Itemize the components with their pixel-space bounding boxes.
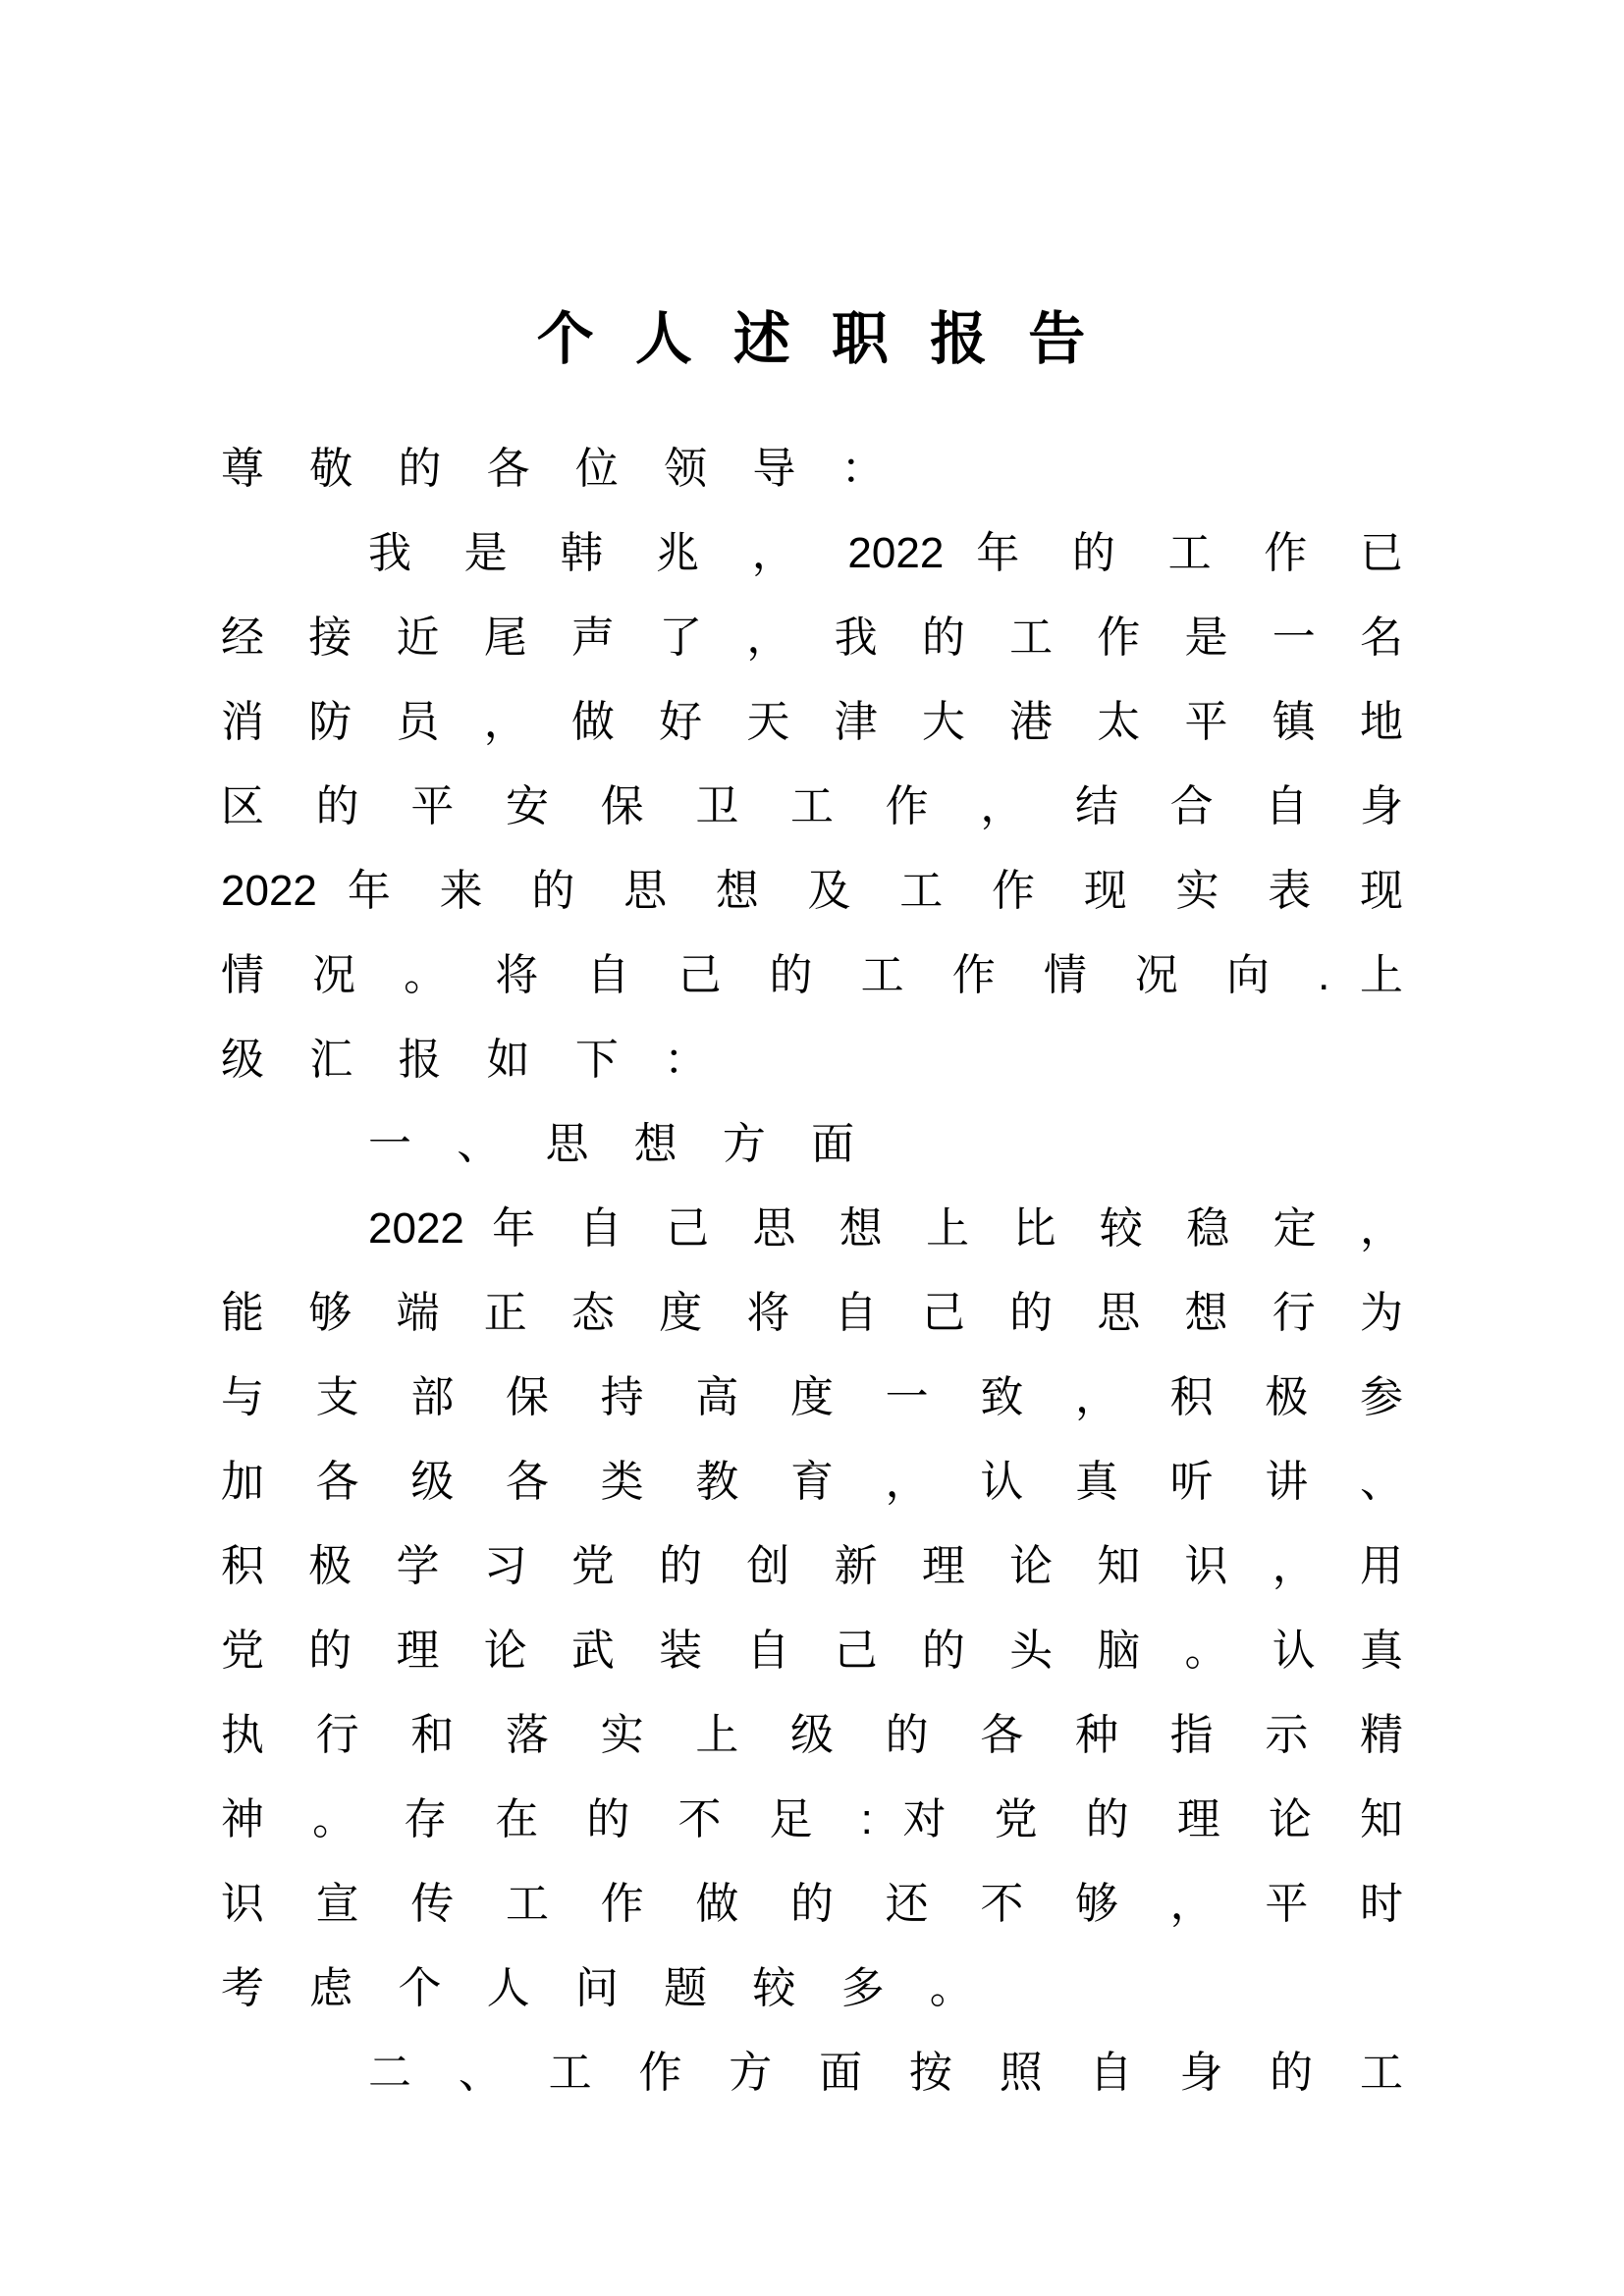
text-line: 区 的 平 安 保 卫 工 作 ， 结 合 自 身 [221, 781, 1403, 830]
text-line: 加 各 级 各 类 教 育 ， 认 真 听 讲 、 [221, 1457, 1403, 1506]
text-line: 积 极 学 习 党 的 创 新 理 论 知 识 ， 用 [221, 1541, 1403, 1590]
text-line: 经 接 近 尾 声 了 ， 我 的 工 作 是 一 名 [221, 613, 1403, 662]
text-line: 2022 年 自 己 思 想 上 比 较 稳 定 ， [368, 1203, 1403, 1253]
text-line: 能 够 端 正 态 度 将 自 己 的 思 想 行 为 [221, 1288, 1403, 1337]
text-line: 我 是 韩 兆 ， 2022 年 的 工 作 已 [368, 528, 1403, 577]
text-line: 识 宣 传 工 作 做 的 还 不 够 ， 平 时 [221, 1879, 1403, 1928]
text-line: 尊 敬 的 各 位 领 导 ： [221, 444, 885, 493]
document-title: 个 人 述 职 报 告 [536, 307, 1088, 371]
text-line: 与 支 部 保 持 高 度 一 致 ， 积 极 参 [221, 1372, 1403, 1421]
text-line: 消 防 员 ， 做 好 天 津 大 港 太 平 镇 地 [221, 697, 1403, 746]
text-line: 2022 年 来 的 思 想 及 工 作 现 实 表 现 [221, 866, 1403, 915]
text-line: 执 行 和 落 实 上 级 的 各 种 指 示 精 [221, 1710, 1403, 1759]
text-line: 党 的 理 论 武 装 自 己 的 头 脑 。 认 真 [221, 1626, 1403, 1675]
text-line: 考 虑 个 人 问 题 较 多 。 [221, 1963, 973, 2012]
text-line: 级 汇 报 如 下 ： [221, 1035, 708, 1084]
document-body [221, 427, 1403, 2115]
text-line: 情 况 。 将 自 己 的 工 作 情 况 向 . 上 [221, 950, 1403, 999]
text-line: 神 。 存 在 的 不 足 : 对 党 的 理 论 知 [221, 1794, 1403, 1843]
text-line: 一 、 思 想 方 面 [368, 1119, 855, 1168]
text-line: 二 、 工 作 方 面 按 照 自 身 的 工 [368, 2048, 1403, 2097]
